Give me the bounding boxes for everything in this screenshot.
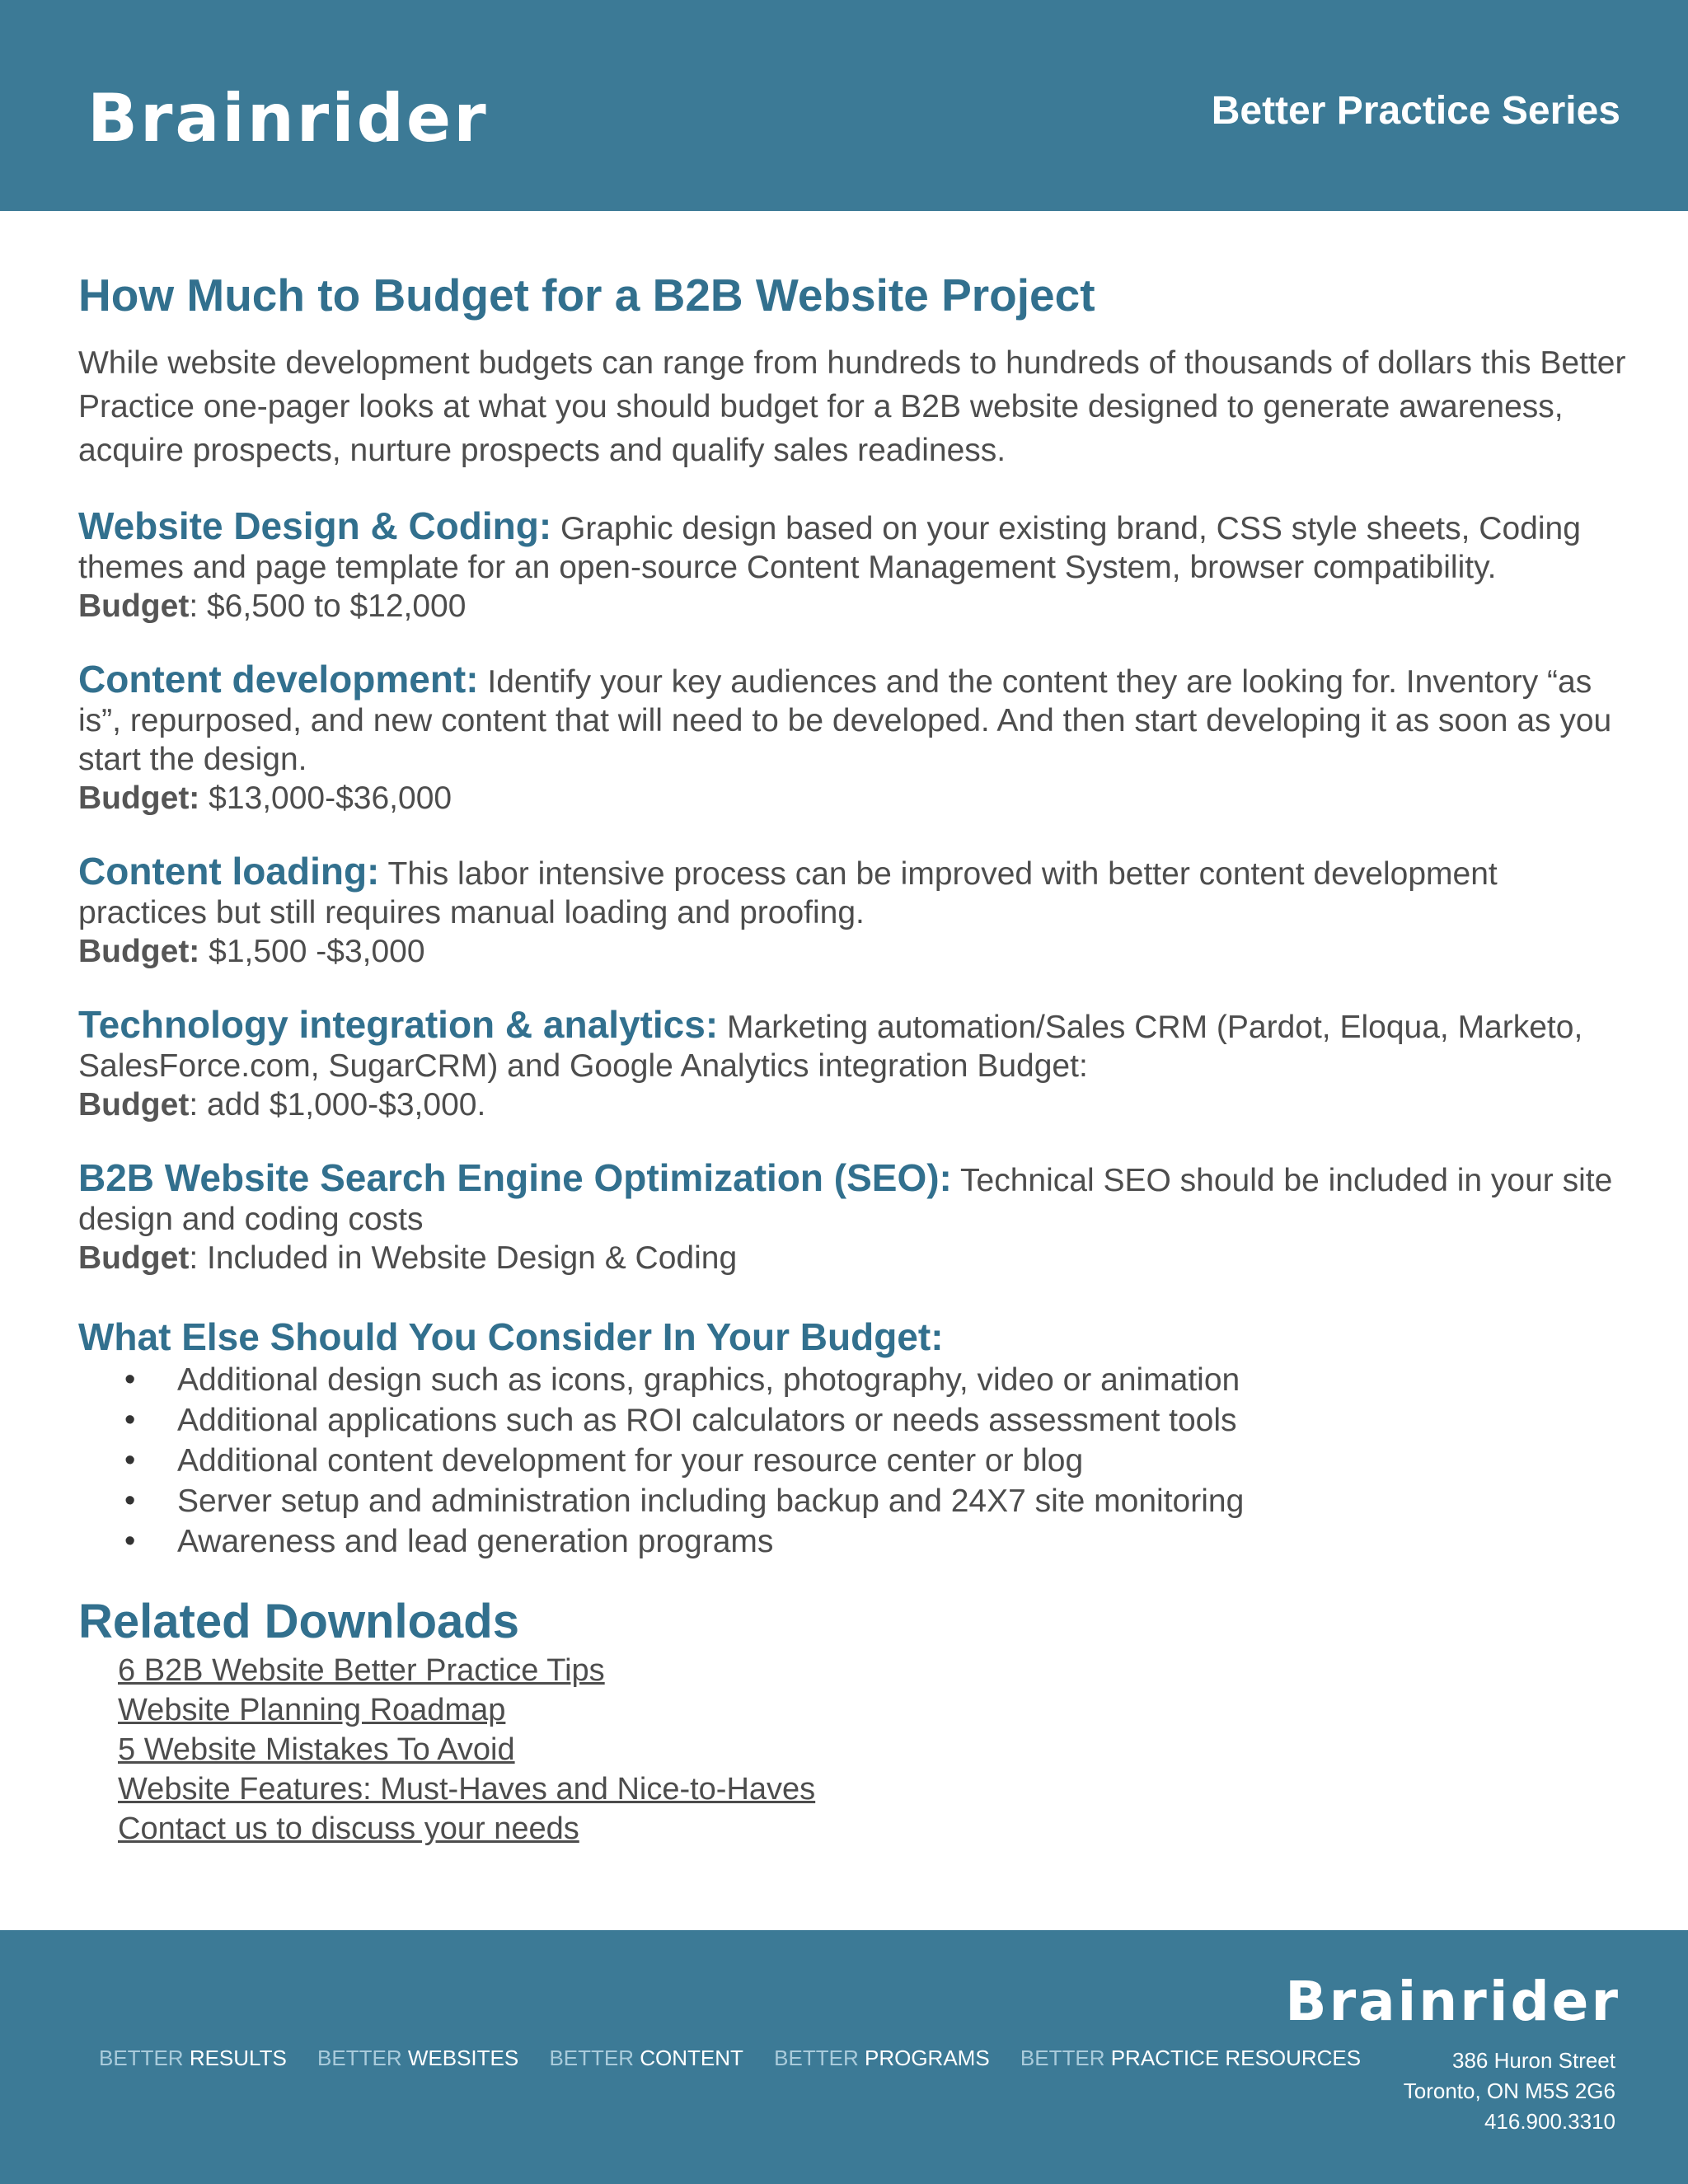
footer-nav-websites[interactable] xyxy=(317,2046,518,2071)
page-title: How Much to Budget for a B2B Website Project xyxy=(78,269,1095,321)
consider-title: What Else Should You Consider In Your Budget: xyxy=(78,1315,944,1358)
related-downloads-list xyxy=(118,1651,1628,1849)
section-title: B2B Website Search Engine Optimization (SEO): xyxy=(78,1156,952,1199)
section-website-design xyxy=(78,504,1628,626)
address-city: Toronto, ON M5S 2G6 xyxy=(1403,2079,1615,2103)
budget-label: Budget xyxy=(78,1087,190,1122)
related-downloads-title: Related Downloads xyxy=(78,1595,519,1648)
address-phone: 416.900.3310 xyxy=(1484,2109,1615,2134)
list-item: • Awareness and lead generation programs xyxy=(78,1521,1628,1562)
download-link-features[interactable]: Website Features: Must-Haves and Nice-to-Haves xyxy=(118,1772,816,1807)
nav-prefix: BETTER xyxy=(99,2046,184,2070)
series-label: Better Practice Series xyxy=(1211,89,1620,133)
brainrider-logo[interactable]: Brainrider xyxy=(87,80,489,157)
budget-value: : Included in Website Design & Coding xyxy=(189,1240,738,1276)
nav-word: RESULTS xyxy=(189,2046,287,2070)
nav-prefix: BETTER xyxy=(549,2046,635,2070)
nav-prefix: BETTER xyxy=(1020,2046,1105,2070)
section-description: Graphic design based on your existing brand, CSS style sheets, Coding themes and page template for an open-source Content Management System, browser compatibility. xyxy=(78,511,1581,585)
nav-word: CONTENT xyxy=(640,2046,743,2070)
section-title: Technology integration & analytics: xyxy=(78,1003,719,1046)
download-link-tips[interactable]: 6 B2B Website Better Practice Tips xyxy=(118,1653,605,1688)
section-title: Content development: xyxy=(78,658,479,701)
nav-word: PROGRAMS xyxy=(864,2046,990,2070)
budget-value: : add $1,000-$3,000. xyxy=(189,1087,486,1122)
footer-nav xyxy=(99,2046,1386,2071)
download-link-mistakes[interactable]: 5 Website Mistakes To Avoid xyxy=(118,1732,515,1767)
contact-link[interactable]: Contact us to discuss your needs xyxy=(118,1811,579,1846)
list-item: • Additional content development for your resource center or blog xyxy=(78,1441,1628,1481)
footer-nav-programs[interactable] xyxy=(774,2046,990,2071)
footer-banner xyxy=(0,1930,1688,2184)
budget-label: Budget: xyxy=(78,780,200,816)
consider-list xyxy=(78,1360,1628,1562)
nav-word: PRACTICE RESOURCES xyxy=(1110,2046,1362,2070)
section-description: This labor intensive process can be improved with better content development practices but still requires manual loading and proofing. xyxy=(78,856,1498,930)
section-content-development xyxy=(78,660,1628,818)
download-link-roadmap[interactable]: Website Planning Roadmap xyxy=(118,1693,506,1727)
header-banner xyxy=(0,0,1688,211)
section-content-loading xyxy=(78,852,1628,971)
footer-nav-results[interactable] xyxy=(99,2046,287,2071)
section-description: Identify your key audiences and the content they are looking for. Inventory “as is”, repurposed, and new content that will need to be developed. And then start developing it as soon as you start the design. xyxy=(78,664,1612,777)
budget-value: : $6,500 to $12,000 xyxy=(189,588,467,624)
list-item: • Additional applications such as ROI calculators or needs assessment tools xyxy=(78,1400,1628,1441)
address-street: 386 Huron Street xyxy=(1451,2048,1615,2073)
footer-nav-practice-resources[interactable] xyxy=(1020,2046,1361,2071)
budget-value: $13,000-$36,000 xyxy=(199,780,452,816)
section-seo xyxy=(78,1156,1628,1277)
nav-prefix: BETTER xyxy=(774,2046,859,2070)
brainrider-logo-footer[interactable]: Brainrider xyxy=(1285,1970,1620,2033)
nav-prefix: BETTER xyxy=(317,2046,402,2070)
main-content xyxy=(78,262,1628,1849)
list-item: • Additional design such as icons, graphics, photography, video or animation xyxy=(78,1360,1628,1400)
footer-address xyxy=(1404,2046,1615,2137)
section-description: Marketing automation/Sales CRM (Pardot, Eloqua, Marketo, SalesForce.com, SugarCRM) and Google Analytics integration Budget: xyxy=(78,1010,1583,1084)
intro-paragraph: While website development budgets can range from hundreds to hundreds of thousands of dollars this Better Practice one-pager looks at what you should budget for a B2B website designed to generate awareness, acquire prospects, nurture prospects and qualify sales readiness. xyxy=(78,345,1626,468)
nav-word: WEBSITES xyxy=(407,2046,519,2070)
budget-label: Budget: xyxy=(78,934,200,969)
budget-value: $1,500 -$3,000 xyxy=(199,934,425,969)
section-technology-integration xyxy=(78,1005,1628,1124)
list-item: • Server setup and administration including backup and 24X7 site monitoring xyxy=(78,1481,1628,1521)
section-title: Content loading: xyxy=(78,850,380,893)
budget-label: Budget xyxy=(78,588,190,624)
section-description: Technical SEO should be included in your site design and coding costs xyxy=(78,1163,1613,1237)
section-title: Website Design & Coding: xyxy=(78,504,552,547)
budget-label: Budget xyxy=(78,1240,190,1276)
footer-nav-content[interactable] xyxy=(549,2046,743,2071)
